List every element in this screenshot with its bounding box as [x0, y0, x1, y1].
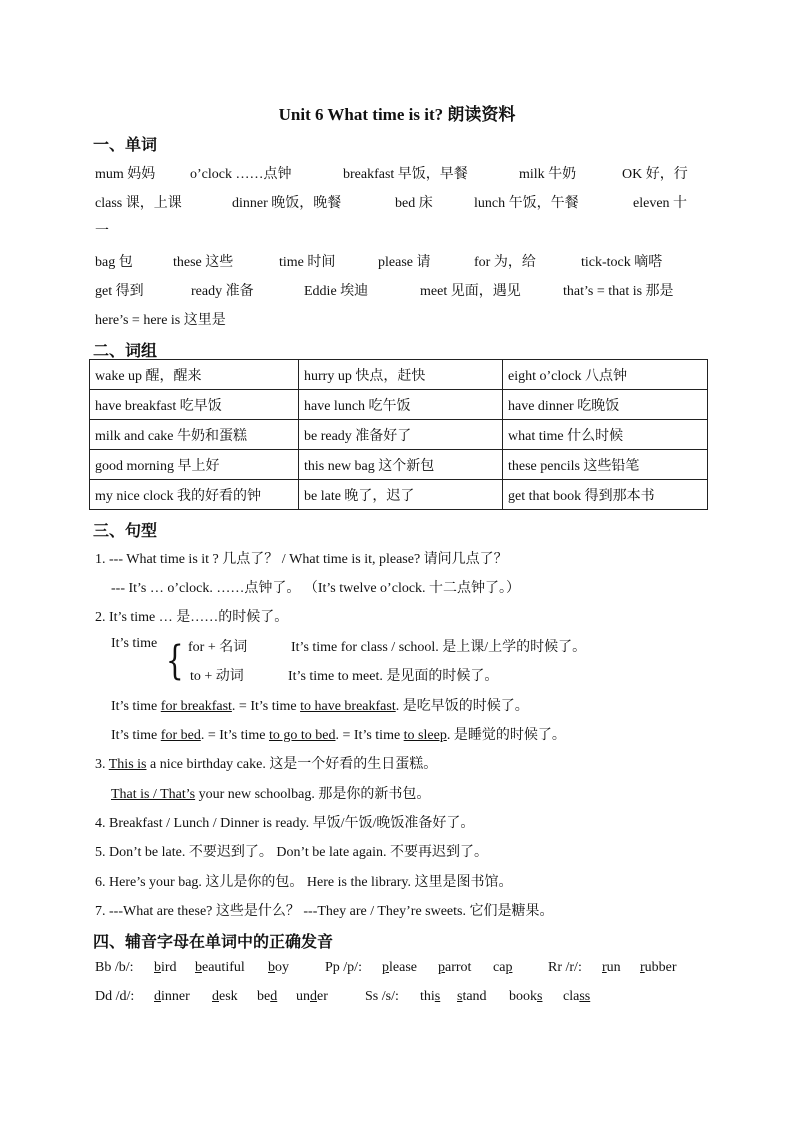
section-heading-phonics: 四、辅音字母在单词中的正确发音 — [93, 934, 334, 951]
word-entry: class 课，上课 — [95, 196, 182, 211]
highlighted-letter: b — [268, 960, 275, 975]
word-entry: tick-tock 嘀嗒 — [581, 255, 663, 270]
phonics-word — [154, 960, 177, 976]
text-run: be — [257, 989, 271, 1004]
word-entry: eleven 十 — [633, 196, 688, 211]
section-heading-sentences: 三、句型 — [93, 523, 158, 540]
text-run: un — [606, 960, 621, 975]
phrase-row — [90, 480, 708, 510]
text-run: esk — [219, 989, 238, 1004]
phrase-cell: good morning 早上好 — [90, 450, 299, 480]
highlighted-letter: s — [434, 989, 441, 1004]
word-entry: breakfast 早饭，早餐 — [343, 167, 468, 182]
sentence-2d — [111, 724, 566, 744]
highlighted-letter: p — [382, 960, 389, 975]
phonics-word — [640, 960, 677, 976]
phonics-label-p: Pp /p/: — [325, 960, 362, 975]
word-entry: bag 包 — [95, 255, 133, 270]
phonics-word — [457, 989, 487, 1005]
phonics-word — [154, 989, 190, 1005]
phrase-cell: have lunch 吃午饭 — [299, 390, 503, 420]
underlined-phrase: That is / That’s — [111, 787, 196, 802]
sentence-1b: --- It’s … o’clock. ……点钟了。 （It’s twelve o’clock. 十二点钟了。） — [111, 581, 521, 596]
section-heading-words: 一、单词 — [93, 137, 158, 154]
section-heading-phrases: 二、词组 — [93, 343, 158, 360]
sentence-2-for-example: It’s time for class / school. 是上课/上学的时候了。 — [291, 640, 587, 655]
phonics-word — [296, 989, 328, 1005]
phonics-word — [493, 960, 512, 976]
word-entry: dinner 晚饭，晚餐 — [232, 196, 342, 211]
phrase-cell: be ready 准备好了 — [299, 420, 503, 450]
phrase-cell: this new bag 这个新包 — [299, 450, 503, 480]
words-row-2-wrap: 一 — [95, 224, 109, 239]
word-entry: mum 妈妈 — [95, 167, 156, 182]
highlighted-letter: ss — [579, 989, 591, 1004]
sentence-5: 5. Don’t be late. 不要迟到了。 Don’t be late again. 不要再迟到了。 — [95, 845, 488, 860]
phrase-cell: be late 晚了，迟了 — [299, 480, 503, 510]
text-run: . 是吃早饭的时候了。 — [395, 699, 529, 714]
sentence-3a — [95, 753, 437, 773]
phonics-word — [602, 960, 621, 976]
word-entry: OK 好，行 — [622, 167, 688, 182]
text-run: thi — [420, 989, 435, 1004]
text-run: cla — [563, 989, 580, 1004]
phrase-cell: these pencils 这些铅笔 — [503, 450, 708, 480]
text-run: eautiful — [202, 960, 245, 975]
highlighted-letter: d — [270, 989, 278, 1004]
text-run: . = It’s time — [200, 728, 269, 743]
phrase-cell: milk and cake 牛奶和蛋糕 — [90, 420, 299, 450]
text-run: . 是睡觉的时候了。 — [446, 728, 566, 743]
text-run: tand — [462, 989, 487, 1004]
phrase-cell: have dinner 吃晚饭 — [503, 390, 708, 420]
text-run: It’s time — [111, 728, 161, 743]
highlighted-letter: s — [537, 989, 543, 1004]
word-entry: for 为，给 — [474, 255, 536, 270]
phrase-cell: hurry up 快点，赶快 — [299, 360, 503, 390]
word-entry: lunch 午饭，午餐 — [474, 196, 579, 211]
phonics-word — [420, 989, 440, 1005]
phonics-label-b: Bb /b/: — [95, 960, 134, 975]
phonics-word — [509, 989, 542, 1005]
phrase-cell: eight o’clock 八点钟 — [503, 360, 708, 390]
highlighted-letter: r — [602, 960, 607, 975]
phrase-cell: get that book 得到那本书 — [503, 480, 708, 510]
word-entry: that’s = that is 那是 — [563, 284, 674, 299]
word-entry: get 得到 — [95, 284, 144, 299]
text-run: book — [509, 989, 537, 1004]
sentence-7: 7. ---What are these? 这些是什么？ ---They are / They’re sweets. 它们是糖果。 — [95, 904, 554, 919]
sentence-2-prefix: It’s time — [111, 636, 158, 651]
underlined-phrase: to sleep — [403, 728, 447, 743]
brace-symbol: { — [165, 638, 184, 684]
highlighted-letter: s — [457, 989, 463, 1004]
sentence-3b — [111, 783, 430, 803]
sentence-2-to-rule: to + 动词 — [190, 669, 244, 684]
sentence-2c — [111, 695, 529, 715]
phrase-row — [90, 360, 708, 390]
underlined-phrase: This is — [108, 757, 147, 772]
phonics-word — [212, 989, 238, 1005]
highlighted-letter: d — [154, 989, 161, 1004]
text-run: lease — [389, 960, 417, 975]
phonics-label-r: Rr /r/: — [548, 960, 582, 975]
text-run: oy — [275, 960, 289, 975]
word-entry: meet 见面，遇见 — [420, 284, 521, 299]
sentence-2: 2. It’s time … 是……的时候了。 — [95, 610, 289, 625]
phrase-cell: what time 什么时候 — [503, 420, 708, 450]
phrases-table — [89, 359, 708, 510]
text-run: a nice birthday cake. 这是一个好看的生日蛋糕。 — [146, 757, 438, 772]
highlighted-letter: r — [640, 960, 645, 975]
phonics-word — [257, 989, 277, 1005]
phonics-word — [195, 960, 245, 976]
phrase-cell: have breakfast 吃早饭 — [90, 390, 299, 420]
text-run: er — [317, 989, 328, 1004]
phrase-row — [90, 450, 708, 480]
text-run: It’s time — [111, 699, 161, 714]
highlighted-letter: b — [195, 960, 202, 975]
sentence-2-to-example: It’s time to meet. 是见面的时候了。 — [288, 669, 499, 684]
word-entry: milk 牛奶 — [519, 167, 577, 182]
text-run: un — [296, 989, 310, 1004]
words-row-5: here’s = here is 这里是 — [95, 313, 226, 328]
underlined-phrase: to go to bed — [269, 728, 336, 743]
phonics-word — [563, 989, 590, 1005]
word-entry: bed 床 — [395, 196, 433, 211]
phrase-row — [90, 420, 708, 450]
underlined-phrase: for bed — [160, 728, 201, 743]
text-run: ird — [161, 960, 177, 975]
text-run: arrot — [445, 960, 472, 975]
phrase-row — [90, 390, 708, 420]
highlighted-letter: b — [154, 960, 161, 975]
text-run: ca — [493, 960, 506, 975]
text-run: . = It’s time — [231, 699, 301, 714]
phrase-cell: wake up 醒，醒来 — [90, 360, 299, 390]
word-entry: time 时间 — [279, 255, 336, 270]
word-entry: these 这些 — [173, 255, 234, 270]
highlighted-letter: p — [505, 960, 513, 975]
phrase-cell: my nice clock 我的好看的钟 — [90, 480, 299, 510]
highlighted-letter: d — [310, 989, 317, 1004]
phonics-word — [438, 960, 471, 976]
highlighted-letter: d — [212, 989, 219, 1004]
page-title: Unit 6 What time is it? 朗读资料 — [278, 105, 516, 124]
underlined-phrase: to have breakfast — [300, 699, 396, 714]
text-run: 3. — [95, 757, 109, 772]
sentence-2-for-rule: for + 名词 — [188, 640, 248, 655]
sentence-4: 4. Breakfast / Lunch / Dinner is ready. 早饭/午饭/晚饭准备好了。 — [95, 816, 475, 831]
text-run: . = It’s time — [335, 728, 404, 743]
phonics-word — [268, 960, 289, 976]
word-entry: please 请 — [378, 255, 431, 270]
text-run: ubber — [644, 960, 677, 975]
word-entry: o’clock ……点钟 — [190, 167, 292, 182]
phonics-word — [382, 960, 417, 976]
underlined-phrase: for breakfast — [160, 699, 232, 714]
highlighted-letter: p — [438, 960, 445, 975]
text-run: your new schoolbag. 那是你的新书包。 — [195, 787, 431, 802]
text-run: inner — [161, 989, 190, 1004]
phonics-label-s: Ss /s/: — [365, 989, 399, 1004]
phonics-label-d: Dd /d/: — [95, 989, 135, 1004]
sentence-6: 6. Here’s your bag. 这儿是你的包。 Here is the library. 这里是图书馆。 — [95, 875, 513, 890]
word-entry: Eddie 埃迪 — [304, 284, 369, 299]
sentence-1a: 1. --- What time is it ? 几点了？ / What time is it, please? 请问几点了？ — [95, 552, 508, 567]
word-entry: ready 准备 — [191, 284, 254, 299]
